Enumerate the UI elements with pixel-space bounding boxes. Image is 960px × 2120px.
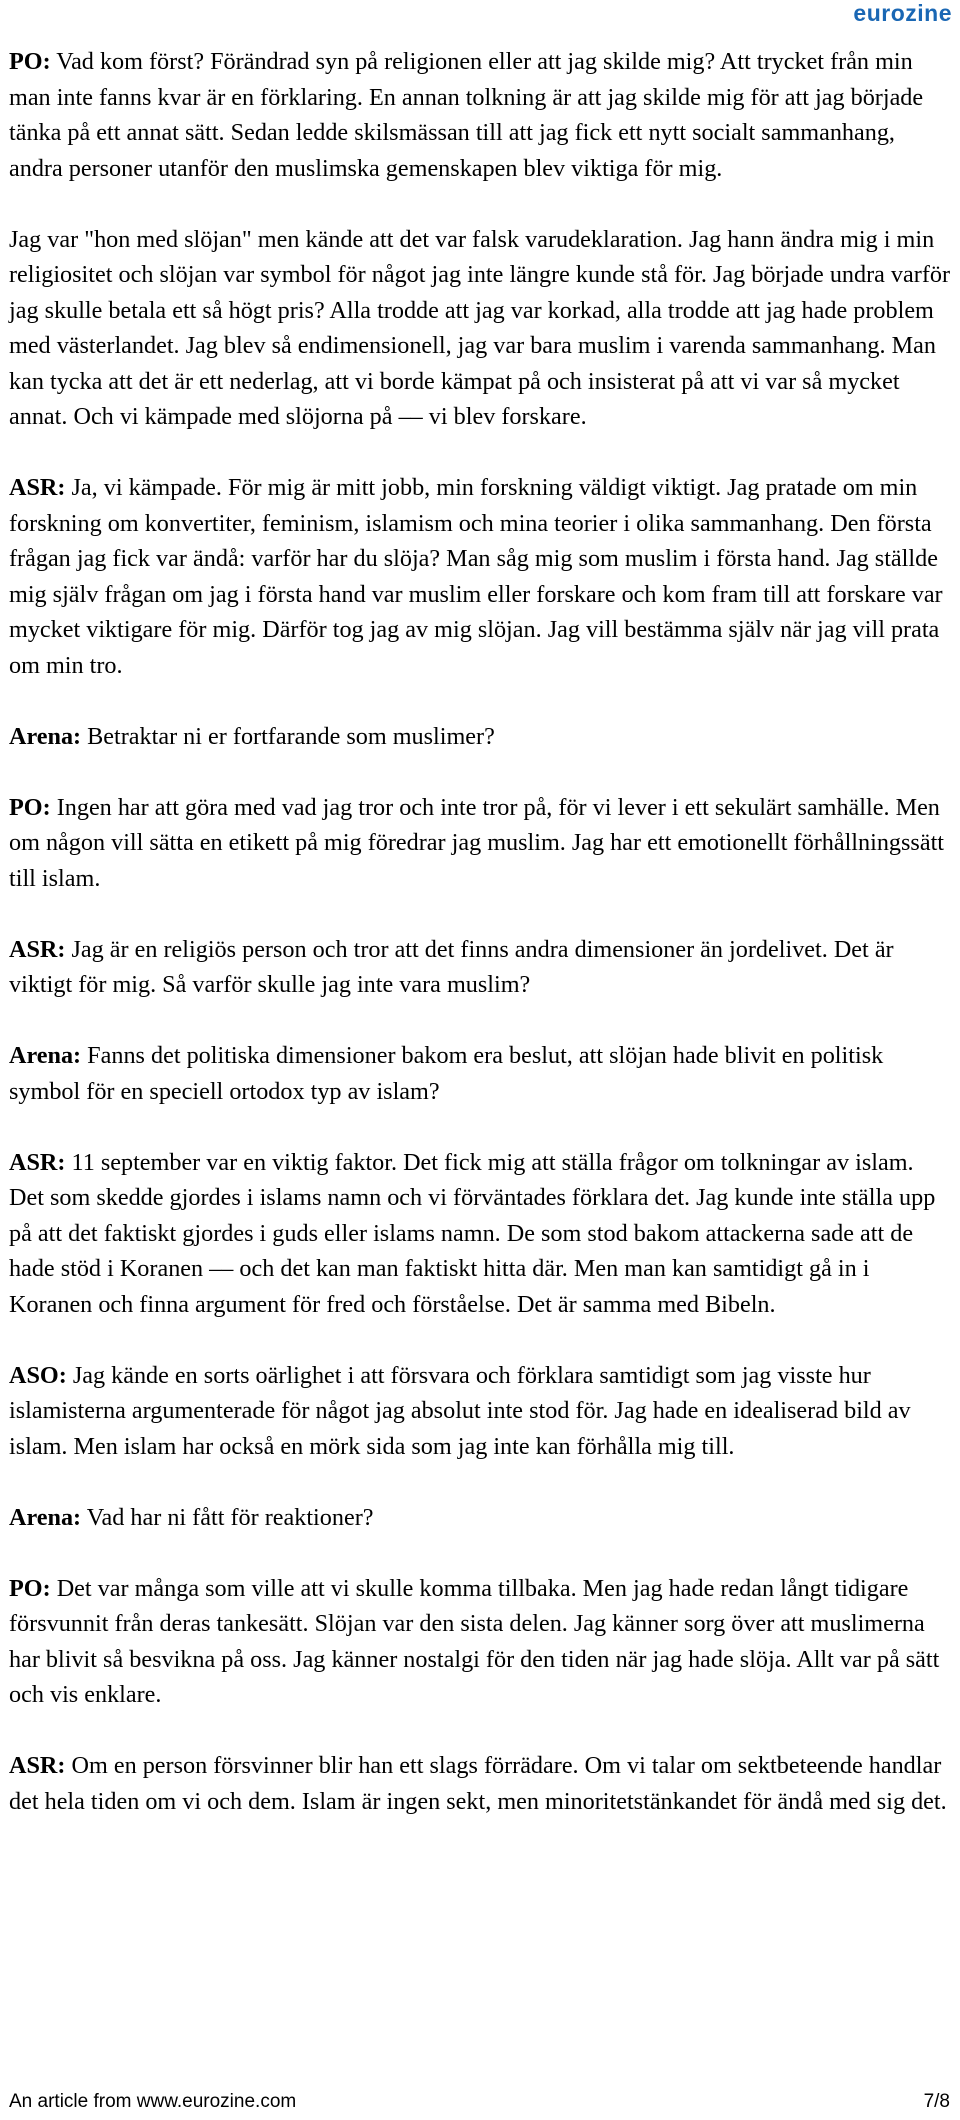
paragraph (9, 1748, 954, 1819)
paragraph-text: Betraktar ni er fortfarande som muslimer? (87, 722, 495, 750)
speaker-label: ASR: (9, 1148, 66, 1176)
paragraph-text: Vad kom först? Förändrad syn på religionen eller att jag skilde mig? Att trycket från min man inte fanns kvar är en förklaring. En annan tolkning är att jag skilde mig för att jag började tänka på ett annat sätt. Sedan ledde skilsmässan till att jag fick ett nytt socialt sammanhang, andra personer utanför den muslimska gemenskapen blev viktiga för mig. (9, 48, 924, 182)
paragraph-text: Ja, vi kämpade. För mig är mitt jobb, min forskning väldigt viktigt. Jag pratade om min forskning om konvertiter, feminism, islamism och mina teorier i olika sammanhang. Den första frågan jag fick var ändå: varför har du slöja? Man såg mig som muslim i första hand. Jag ställde mig själv frågan om jag i första hand var muslim eller forskare och kom fram till att forskare var mycket viktigare för mig. Därför tog jag av mig slöjan. Jag vill bestämma själv när jag vill prata om min tro. (9, 474, 943, 679)
paragraph-text: Vad har ni fått för reaktioner? (86, 1503, 374, 1531)
page-footer (9, 2090, 950, 2114)
article-body (9, 44, 954, 1855)
paragraph (9, 1358, 954, 1465)
paragraph (9, 44, 954, 186)
speaker-label: Arena: (9, 1503, 82, 1531)
speaker-label: PO: (9, 793, 51, 821)
paragraph (9, 790, 954, 897)
speaker-label: Arena: (9, 722, 82, 750)
paragraph (9, 719, 954, 755)
paragraph (9, 1500, 954, 1536)
paragraph-text: 11 september var en viktig faktor. Det fick mig att ställa frågor om tolkningar av islam. Det som skedde gjordes i islams namn och vi förväntades förklara det. Jag kunde inte ställa upp på att det faktiskt gjordes i guds eller islams namn. De som stod bakom attackerna sade att de hade stöd i Koranen –– och det kan man faktiskt hitta där. Men man kan samtidigt gå in i Koranen och finna argument för fred och förståelse. Det är samma med Bibeln. (9, 1148, 936, 1318)
speaker-label: ASR: (9, 1752, 66, 1779)
speaker-label: ASR: (9, 474, 66, 501)
speaker-label: PO: (9, 1574, 51, 1602)
paragraph-text: Det var många som ville att vi skulle komma tillbaka. Men jag hade redan långt tidigare försvunnit från deras tankesätt. Slöjan var den sista delen. Jag känner sorg över att muslimerna har blivit så besvikna på oss. Jag känner nostalgi för den tiden när jag hade slöja. Allt var på sätt och vis enklare. (9, 1574, 940, 1708)
speaker-label: ASR: (9, 935, 66, 963)
paragraph (9, 1571, 954, 1713)
paragraph (9, 470, 954, 683)
paragraph (9, 222, 954, 435)
paragraph (9, 1145, 954, 1323)
paragraph (9, 932, 954, 1003)
eurozine-logo: eurozine (853, 0, 952, 26)
speaker-label: Arena: (9, 1042, 82, 1069)
paragraph-text: Ingen har att göra med vad jag tror och inte tror på, för vi lever i ett sekulärt samhälle. Men om någon vill sätta en etikett på mig föredrar jag muslim. Jag har ett emotionellt förhållningssätt till islam. (9, 793, 945, 892)
paragraph-text: Jag är en religiös person och tror att det finns andra dimensioner än jordelivet. Det är viktigt för mig. Så varför skulle jag inte vara muslim? (9, 935, 894, 998)
paragraph (9, 1038, 954, 1109)
paragraph-text: Fanns det politiska dimensioner bakom era beslut, att slöjan hade blivit en politisk symbol för en speciell ortodox typ av islam? (9, 1042, 884, 1105)
paragraph-text: Om en person försvinner blir han ett slags förrädare. Om vi talar om sektbeteende handlar det hela tiden om vi och dem. Islam är ingen sekt, men minoritetstänkandet för ändå med sig det. (9, 1752, 947, 1815)
speaker-label: ASO: (9, 1361, 67, 1389)
paragraph-text: Jag kände en sorts oärlighet i att försvara och förklara samtidigt som jag visste hur islamisterna argumenterade för något jag absolut inte stod för. Jag hade en idealiserad bild av islam. Men islam har också en mörk sida som jag inte kan förhålla mig till. (9, 1361, 911, 1460)
footer-source: An article from www.eurozine.com (9, 2091, 297, 2112)
page-number: 7/8 (923, 2091, 950, 2112)
speaker-label: PO: (9, 48, 51, 75)
paragraph-text: Jag var "hon med slöjan" men kände att det var falsk varudeklaration. Jag hann ändra mig i min religiositet och slöjan var symbol för något jag inte längre kunde stå för. Jag började undra varför jag skulle betala ett så högt pris? Alla trodde att jag var korkad, alla trodde att jag hade problem med västerlandet. Jag blev så endimensionell, jag var bara muslim i varenda sammanhang. Man kan tycka att det är ett nederlag, att vi borde kämpat på och insisterat på att vi var så mycket annat. Och vi kämpade med slöjorna på –– vi blev forskare. (9, 225, 951, 430)
